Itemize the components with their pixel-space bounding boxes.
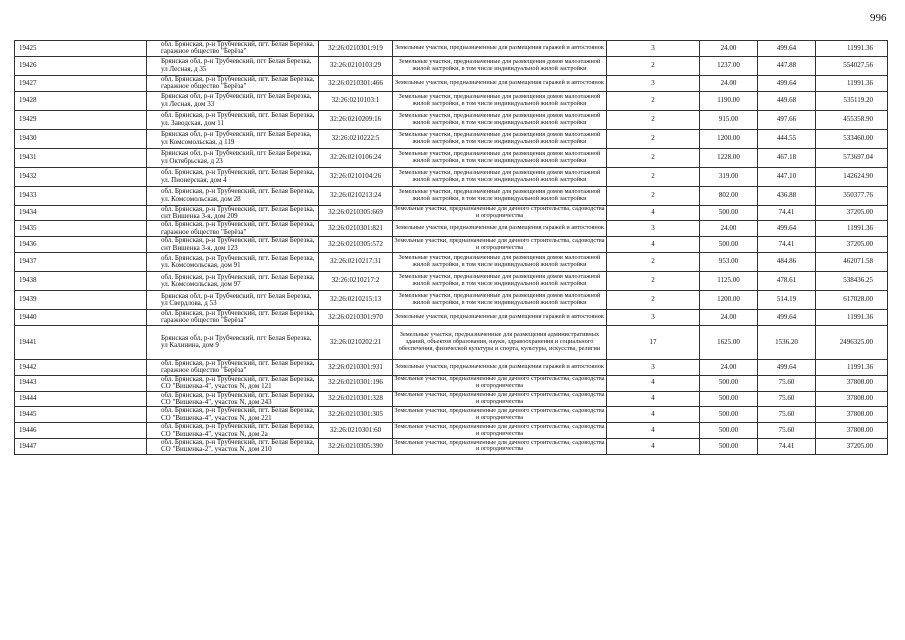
row-number: 19432	[15, 167, 147, 186]
cadastral-value-cell: 11991.36	[816, 41, 888, 57]
table-row	[15, 438, 888, 454]
address-cell: обл. Брянская, р-н Трубчевский, пгт. Белая Березка, гаражное общество "Берёза"	[147, 359, 319, 375]
group-cell: 2	[607, 91, 700, 110]
specific-value-cell: 447.88	[758, 56, 816, 75]
address-cell: обл. Брянская, р-н Трубчевский, пгт. Белая Березка, ул. Комсомольская, дом 28	[147, 186, 319, 205]
land-use-cell: Земельные участки, предназначенные для размещения домов малоэтажной жилой застройки, в том числе индивидуальной жилой застройки	[393, 272, 607, 291]
cadastral-value-cell: 617028.00	[816, 291, 888, 310]
cadastral-value-cell: 533460.00	[816, 129, 888, 148]
area-cell: 1625.00	[700, 325, 758, 359]
row-number: 19442	[15, 359, 147, 375]
land-use-cell: Земельные участки, предназначенные для размещения домов малоэтажной жилой застройки, в том числе индивидуальной жилой застройки	[393, 110, 607, 129]
specific-value-cell: 75.60	[758, 391, 816, 407]
land-use-cell: Земельные участки, предназначенные для размещения гаражей и автостоянок	[393, 359, 607, 375]
row-number: 19446	[15, 423, 147, 439]
cadastral-number-cell: 32:26:0210301:970	[319, 310, 393, 326]
land-use-cell: Земельные участки, предназначенные для размещения домов малоэтажной жилой застройки, в том числе индивидуальной жилой застройки	[393, 129, 607, 148]
group-cell: 4	[607, 375, 700, 391]
specific-value-cell: 478.61	[758, 272, 816, 291]
cadastral-value-cell: 37205.00	[816, 205, 888, 221]
table-row	[15, 75, 888, 91]
cadastral-value-cell: 11991.36	[816, 359, 888, 375]
table-row	[15, 237, 888, 253]
cadastral-value-cell: 142624.90	[816, 167, 888, 186]
cadastral-value-cell: 37800.00	[816, 375, 888, 391]
land-use-cell: Земельные участки, предназначенные для дачного строительства, садоводства и огородничества	[394, 391, 605, 405]
cadastral-value-cell: 37205.00	[816, 438, 888, 454]
land-use-cell: Земельные участки, предназначенные для размещения гаражей и автостоянок	[393, 221, 607, 237]
group-cell: 3	[607, 310, 700, 326]
specific-value-cell: 484.86	[758, 253, 816, 272]
address-cell: обл. Брянская, р-н Трубчевский, пгт. Белая Березка, ул. Пионерская, дом 4	[147, 167, 319, 186]
cadastral-value-cell: 11991.36	[816, 310, 888, 326]
address-cell: обл. Брянская, р-н Трубчевский, пгт. Белая Березка, снт Вишенка 3-я, дом 123	[147, 237, 319, 253]
row-number: 19443	[15, 375, 147, 391]
area-cell: 1237.00	[700, 56, 758, 75]
group-cell: 4	[607, 237, 700, 253]
address-cell: обл. Брянская, р-н Трубчевский, пгт. Белая Березка, СО "Вишенка-2", участок N, дом 210	[147, 438, 319, 454]
table-row	[15, 41, 888, 57]
group-cell: 3	[607, 359, 700, 375]
address-cell: Брянская обл, р-н Трубчевский, пгт Белая Березка, ул Свердлова, д 53	[147, 291, 319, 310]
land-use-cell: Земельные участки, предназначенные для размещения домов малоэтажной жилой застройки, в том числе индивидуальной жилой застройки	[393, 186, 607, 205]
specific-value-cell: 499.64	[758, 75, 816, 91]
cadastral-value-cell: 554027.56	[816, 56, 888, 75]
row-number: 19431	[15, 148, 147, 167]
table-row	[15, 186, 888, 205]
address-cell: обл. Брянская, р-н Трубчевский, пгт. Белая Березка, гаражное общество "Берёза"	[147, 75, 319, 91]
cadastral-number-cell: 32:26:0210222:5	[319, 129, 393, 148]
specific-value-cell: 449.68	[758, 91, 816, 110]
area-cell: 915.00	[700, 110, 758, 129]
table-row	[15, 253, 888, 272]
cadastral-value-cell: 37205.00	[816, 237, 888, 253]
address-cell: обл. Брянская, р-н Трубчевский, пгт. Белая Березка, гаражное общество "Берёза"	[147, 41, 319, 57]
cadastral-value-cell: 2496325.00	[816, 325, 888, 359]
table-row	[15, 129, 888, 148]
specific-value-cell: 436.88	[758, 186, 816, 205]
area-cell: 500.00	[700, 391, 758, 407]
address-cell: обл. Брянская, р-н Трубчевский, пгт. Белая Березка, гаражное общество "Берёза"	[147, 310, 319, 326]
table-row	[15, 310, 888, 326]
row-number: 19430	[15, 129, 147, 148]
area-cell: 24.00	[700, 75, 758, 91]
area-cell: 24.00	[700, 221, 758, 237]
row-number: 19444	[15, 391, 147, 407]
row-number: 19427	[15, 75, 147, 91]
group-cell: 4	[607, 407, 700, 423]
cadastral-value-cell: 37800.00	[816, 423, 888, 439]
address-cell: обл. Брянская, р-н Трубчевский, пгт. Белая Березка, СО "Вишенка-4", участок N, дом 2а	[147, 423, 319, 439]
area-cell: 1190.00	[700, 91, 758, 110]
group-cell: 2	[607, 129, 700, 148]
cadastral-number-cell: 32:26:0210106:24	[319, 148, 393, 167]
land-use-cell: Земельные участки, предназначенные для дачного строительства, садоводства и огородничества	[394, 205, 605, 220]
table-row	[15, 272, 888, 291]
cadastral-value-cell: 573697.04	[816, 148, 888, 167]
area-cell: 500.00	[700, 423, 758, 439]
table-row	[15, 110, 888, 129]
cadastral-number-cell: 32:26:0210103:29	[319, 56, 393, 75]
group-cell: 2	[607, 253, 700, 272]
row-number: 19436	[15, 237, 147, 253]
area-cell: 802.00	[700, 186, 758, 205]
area-cell: 1200.00	[700, 291, 758, 310]
area-cell: 1228.00	[700, 148, 758, 167]
group-cell: 2	[607, 148, 700, 167]
group-cell: 2	[607, 186, 700, 205]
area-cell: 500.00	[700, 205, 758, 221]
group-cell: 2	[607, 167, 700, 186]
land-use-cell: Земельные участки, предназначенные для размещения домов малоэтажной жилой застройки, в том числе индивидуальной жилой застройки	[393, 148, 607, 167]
area-cell: 500.00	[700, 438, 758, 454]
cadastral-number-cell: 32:26:0210217:31	[319, 253, 393, 272]
row-number: 19428	[15, 91, 147, 110]
cadastral-number-cell: 32:26:0210215:13	[319, 291, 393, 310]
cadastral-number-cell: 32:26:0210301:821	[319, 221, 393, 237]
cadastral-number-cell: 32:26:0210305:572	[319, 237, 393, 253]
group-cell: 2	[607, 272, 700, 291]
table-row	[15, 407, 888, 423]
land-use-cell: Земельные участки, предназначенные для размещения гаражей и автостоянок	[393, 75, 607, 91]
cadastral-number-cell: 32:26:0210301:328	[319, 391, 393, 407]
cadastral-number-cell: 32:26:0210301:466	[319, 75, 393, 91]
table-row	[15, 205, 888, 221]
row-number: 19437	[15, 253, 147, 272]
table-row	[15, 375, 888, 391]
group-cell: 3	[607, 75, 700, 91]
cadastral-value-cell: 538436.25	[816, 272, 888, 291]
address-cell: обл. Брянская, р-н Трубчевский, пгт. Белая Березка, СО "Вишенка-4", участок N, дом 221	[147, 407, 319, 423]
specific-value-cell: 74.41	[758, 237, 816, 253]
row-number: 19435	[15, 221, 147, 237]
land-use-cell: Земельные участки, предназначенные для дачного строительства, садоводства и огородничества	[394, 406, 605, 421]
group-cell: 2	[607, 110, 700, 129]
cadastral-number-cell: 32:26:0210301:305	[319, 407, 393, 423]
land-use-cell: Земельные участки, предназначенные для дачного строительства, садоводства и огородничества	[394, 438, 605, 453]
row-number: 19426	[15, 56, 147, 75]
table-row	[15, 148, 888, 167]
specific-value-cell: 74.41	[758, 205, 816, 221]
land-use-cell: Земельные участки, предназначенные для дачного строительства, садоводства и огородничества	[394, 422, 605, 437]
cadastral-number-cell: 32:26:0210104:26	[319, 167, 393, 186]
cadastral-value-cell: 37800.00	[816, 391, 888, 407]
table-row	[15, 325, 888, 359]
page-number: 996	[870, 12, 887, 24]
specific-value-cell: 75.60	[758, 407, 816, 423]
group-cell: 2	[607, 291, 700, 310]
cadastral-value-cell: 535119.20	[816, 91, 888, 110]
specific-value-cell: 499.64	[758, 310, 816, 326]
row-number: 19447	[15, 438, 147, 454]
cadastral-number-cell: 32:26:0210103:1	[319, 91, 393, 110]
land-use-cell: Земельные участки, предназначенные для размещения домов малоэтажной жилой застройки, в том числе индивидуальной жилой застройки	[393, 91, 607, 110]
cadastral-number-cell: 32:26:0210305:669	[319, 205, 393, 221]
address-cell: обл. Брянская, р-н Трубчевский, пгт. Белая Березка, СО "Вишенка-4", участок N, дом 243	[147, 391, 319, 407]
group-cell: 2	[607, 56, 700, 75]
group-cell: 3	[607, 221, 700, 237]
specific-value-cell: 499.64	[758, 41, 816, 57]
land-use-cell: Земельные участки, предназначенные для дачного строительства, садоводства и огородничества	[394, 236, 605, 251]
group-cell: 4	[607, 391, 700, 407]
group-cell: 17	[607, 325, 700, 359]
cadastral-value-cell: 11991.36	[816, 75, 888, 91]
cadastral-number-cell: 32:26:0210209:16	[319, 110, 393, 129]
land-use-cell: Земельные участки, предназначенные для размещения домов малоэтажной жилой застройки, в том числе индивидуальной жилой застройки	[393, 253, 607, 272]
address-cell: обл. Брянская, р-н Трубчевский, пгт. Белая Березка, СО "Вишенка-4", участок N, дом 121	[147, 375, 319, 391]
cadastral-number-cell: 32:26:0210301:931	[319, 359, 393, 375]
specific-value-cell: 74.41	[758, 438, 816, 454]
address-cell: обл. Брянская, р-н Трубчевский, пгт. Белая Березка, снт Вишенка 3-я, дом 209	[147, 205, 319, 221]
area-cell: 500.00	[700, 407, 758, 423]
row-number: 19439	[15, 291, 147, 310]
cadastral-value-cell: 462071.58	[816, 253, 888, 272]
group-cell: 3	[607, 41, 700, 57]
cadastral-value-cell: 455358.90	[816, 110, 888, 129]
specific-value-cell: 499.64	[758, 359, 816, 375]
row-number: 19429	[15, 110, 147, 129]
cadastral-number-cell: 32:26:0210301:919	[319, 41, 393, 57]
group-cell: 4	[607, 438, 700, 454]
area-cell: 1125.00	[700, 272, 758, 291]
specific-value-cell: 497.66	[758, 110, 816, 129]
table-row	[15, 167, 888, 186]
address-cell: обл. Брянская, р-н Трубчевский, пгт. Белая Березка, гаражное общество "Берёза"	[147, 221, 319, 237]
address-cell: обл. Брянская, р-н Трубчевский, пгт. Белая Березка, ул. Комсомольская, дом 91	[147, 253, 319, 272]
table-row	[15, 91, 888, 110]
row-number: 19433	[15, 186, 147, 205]
specific-value-cell: 1536.20	[758, 325, 816, 359]
specific-value-cell: 499.64	[758, 221, 816, 237]
area-cell: 500.00	[700, 375, 758, 391]
address-cell: обл. Брянская, р-н Трубчевский, пгт. Белая Березка, ул. Комсомольская, дом 97	[147, 272, 319, 291]
cadastral-number-cell: 32:26:0210202:21	[319, 325, 393, 359]
address-cell: Брянская обл, р-н Трубчевский, пгт Белая Березка, ул Калинина, дом 9	[147, 325, 319, 359]
cadastral-number-cell: 32:26:0210301:196	[319, 375, 393, 391]
area-cell: 1200.00	[700, 129, 758, 148]
row-number: 19438	[15, 272, 147, 291]
row-number: 19440	[15, 310, 147, 326]
table-row	[15, 221, 888, 237]
address-cell: обл. Брянская, р-н Трубчевский, пгт. Белая Березка, ул. Заводская, дом 11	[147, 110, 319, 129]
address-cell: Брянская обл, р-н Трубчевский, пгт Белая Березка, ул Лесная, д 35	[147, 56, 319, 75]
specific-value-cell: 447.10	[758, 167, 816, 186]
row-number: 19445	[15, 407, 147, 423]
area-cell: 24.00	[700, 310, 758, 326]
land-use-cell: Земельные участки, предназначенные для размещения гаражей и автостоянок	[393, 41, 607, 57]
row-number: 19441	[15, 325, 147, 359]
cadastral-number-cell: 32:26:0210305:390	[319, 438, 393, 454]
land-use-cell: Земельные участки, предназначенные для дачного строительства, садоводства и огородничества	[394, 375, 605, 390]
land-use-cell: Земельные участки, предназначенные для размещения домов малоэтажной жилой застройки, в том числе индивидуальной жилой застройки	[393, 291, 607, 310]
specific-value-cell: 467.18	[758, 148, 816, 167]
table-row	[15, 391, 888, 407]
address-cell: Брянская обл, р-н Трубчевский, пгт Белая Березка, ул Комсомольская, д 119	[147, 129, 319, 148]
land-use-cell: Земельные участки, предназначенные для размещения домов малоэтажной жилой застройки, в том числе индивидуальной жилой застройки	[393, 167, 607, 186]
table-row	[15, 56, 888, 75]
area-cell: 24.00	[700, 41, 758, 57]
group-cell: 4	[607, 423, 700, 439]
area-cell: 953.00	[700, 253, 758, 272]
table-row	[15, 423, 888, 439]
land-use-cell: Земельные участки, предназначенные для размещения гаражей и автостоянок	[393, 310, 607, 326]
land-use-cell: Земельные участки, предназначенные для размещения домов малоэтажной жилой застройки, в том числе индивидуальной жилой застройки	[393, 56, 607, 75]
cadastral-value-cell: 11991.36	[816, 221, 888, 237]
land-use-cell: Земельные участки, предназначенные для размещения административных зданий, объектов образования, науки, здравоохранения и социального обеспечения, физической культуры и спорта, культуры, искусства, религии	[393, 325, 607, 359]
cadastral-value-cell: 37800.00	[816, 407, 888, 423]
cadastral-value-table	[14, 40, 888, 455]
table-row	[15, 291, 888, 310]
row-number: 19425	[15, 41, 147, 57]
address-cell: Брянская обл, р-н Трубчевский, пгт Белая Березка, ул Лесная, дом 33	[147, 91, 319, 110]
cadastral-value-cell: 350377.76	[816, 186, 888, 205]
specific-value-cell: 514.19	[758, 291, 816, 310]
area-cell: 500.00	[700, 237, 758, 253]
cadastral-number-cell: 32:26:0210213:24	[319, 186, 393, 205]
row-number: 19434	[15, 205, 147, 221]
table-row	[15, 359, 888, 375]
area-cell: 319.00	[700, 167, 758, 186]
area-cell: 24.00	[700, 359, 758, 375]
address-cell: Брянская обл, р-н Трубчевский, пгт Белая Березка, ул Октябрьская, д 23	[147, 148, 319, 167]
cadastral-number-cell: 32:26:0210217:2	[319, 272, 393, 291]
specific-value-cell: 444.55	[758, 129, 816, 148]
specific-value-cell: 75.60	[758, 423, 816, 439]
group-cell: 4	[607, 205, 700, 221]
specific-value-cell: 75.60	[758, 375, 816, 391]
cadastral-number-cell: 32:26:0210301:60	[319, 423, 393, 439]
